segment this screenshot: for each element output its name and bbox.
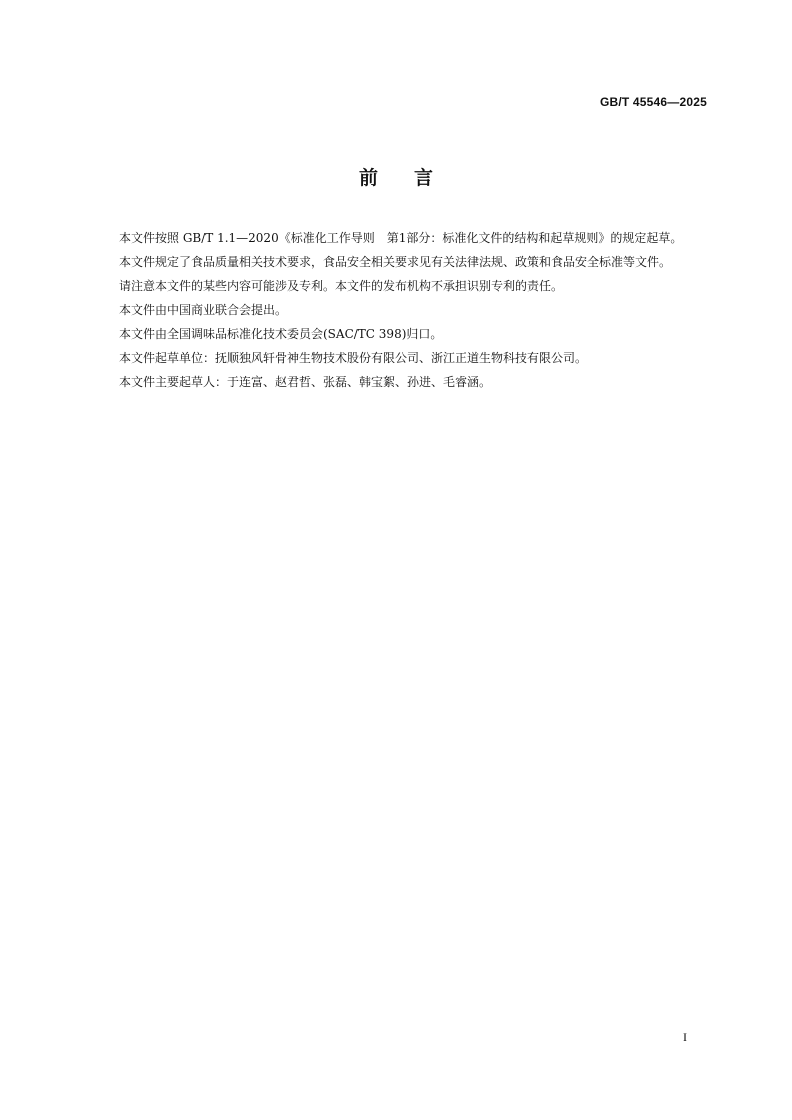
- page-title: [0, 163, 792, 190]
- title-char-1: 前: [358, 167, 378, 189]
- paragraph-drafting-units: 本文件起草单位：抚顺独风轩骨神生物技术股份有限公司、浙江正道生物科技有限公司。: [119, 351, 588, 365]
- paragraph-under-jurisdiction: 本文件由全国调味品标准化技术委员会(SAC/TC 398)归口。: [119, 327, 443, 341]
- foreword-body: [95, 226, 707, 394]
- paragraph-proposed-by: 本文件由中国商业联合会提出。: [119, 303, 288, 317]
- page-number: I: [683, 1030, 687, 1044]
- standard-code: GB/T 45546—2025: [599, 95, 707, 109]
- paragraph-drafters: 本文件主要起草人：于连富、赵君哲、张磊、韩宝絮、孙进、毛睿涵。: [119, 375, 492, 389]
- paragraph-patent-notice: 请注意本文件的某些内容可能涉及专利。本文件的发布机构不承担识别专利的责任。: [119, 279, 564, 293]
- title-char-2: 言: [414, 167, 434, 189]
- paragraph-scope: 本文件规定了食品质量相关技术要求，食品安全相关要求见有关法律法规、政策和食品安全标准等文件。: [119, 255, 672, 269]
- paragraph-drafting-rules: 本文件按照 GB/T 1.1—2020《标准化工作导则 第1部分：标准化文件的结构和起草规则》的规定起草。: [119, 231, 683, 245]
